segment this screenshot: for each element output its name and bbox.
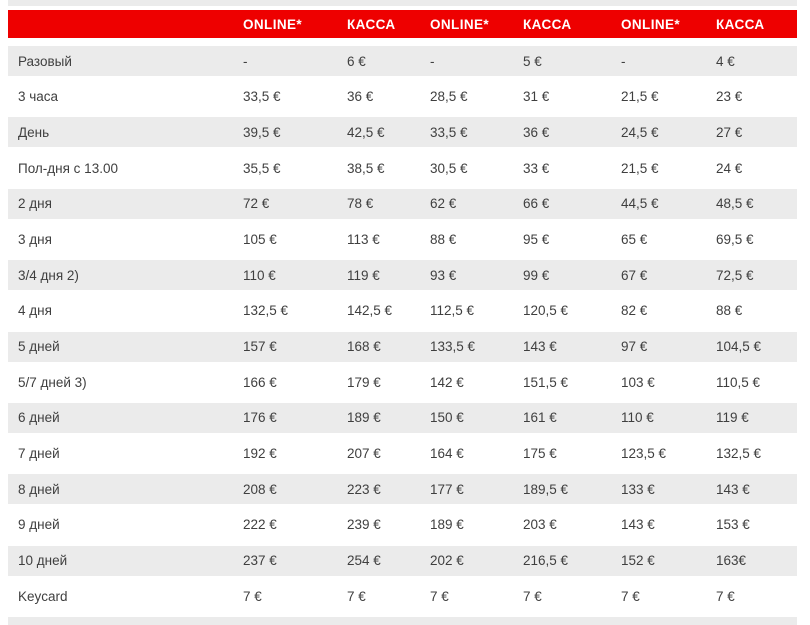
- price-cell: 72,5 €: [716, 267, 754, 283]
- price-cell: 33,5 €: [243, 89, 281, 105]
- price-cell: 95 €: [523, 231, 550, 247]
- price-cell: 176 €: [243, 410, 277, 426]
- table-row: [8, 296, 797, 326]
- row-label: 6 дней: [18, 410, 60, 426]
- row-label: 2 дня: [18, 196, 52, 212]
- price-cell: 237 €: [243, 553, 277, 569]
- price-cell: 78 €: [347, 196, 374, 212]
- price-cell: 93 €: [430, 267, 457, 283]
- price-cell: 150 €: [430, 410, 464, 426]
- table-row: [8, 117, 797, 147]
- price-cell: 69,5 €: [716, 231, 754, 247]
- table-row: [8, 332, 797, 362]
- header-cell-kassa-1: КАССА: [347, 16, 396, 32]
- price-cell: 142,5 €: [347, 303, 393, 319]
- price-cell: -: [621, 53, 626, 69]
- price-cell: 105 €: [243, 231, 277, 247]
- table-row: [8, 403, 797, 433]
- price-cell: 133 €: [621, 481, 655, 497]
- price-cell: 99 €: [523, 267, 550, 283]
- row-label: 3 часа: [18, 89, 59, 105]
- price-cell: 110,5 €: [716, 374, 761, 390]
- row-label: 5 дней: [18, 339, 60, 354]
- row-label: День: [18, 124, 50, 140]
- price-cell: 239 €: [347, 517, 381, 533]
- price-cell: 7 €: [621, 588, 640, 604]
- price-cell: 35,5 €: [243, 160, 281, 176]
- price-cell: 119 €: [347, 267, 380, 283]
- price-cell: 7 €: [347, 588, 366, 604]
- price-cell: 4 €: [716, 53, 735, 69]
- table-row: [8, 153, 797, 183]
- price-cell: 177 €: [430, 481, 464, 497]
- price-cell: 6 €: [347, 53, 366, 69]
- price-cell: 120,5 €: [523, 303, 569, 319]
- header-cell-online-2: ONLINE*: [430, 16, 490, 32]
- price-cell: 33 €: [523, 160, 550, 176]
- row-label: Keycard: [18, 588, 68, 604]
- header-cell-online-1: ONLINE*: [243, 16, 303, 32]
- price-cell: 168 €: [347, 339, 381, 354]
- row-label: Разовый: [18, 53, 72, 69]
- price-cell: 39,5 €: [243, 124, 281, 140]
- price-cell: 153 €: [716, 517, 750, 533]
- bottom-row-sliver: [8, 617, 797, 625]
- price-cell: 207 €: [347, 446, 381, 462]
- price-cell: 132,5 €: [716, 446, 762, 462]
- price-cell: 189 €: [347, 410, 381, 426]
- price-cell: 42,5 €: [347, 124, 385, 140]
- price-cell: 72 €: [243, 196, 270, 212]
- price-cell: 48,5 €: [716, 196, 754, 212]
- price-cell: 161 €: [523, 410, 557, 426]
- price-table: [8, 0, 797, 625]
- price-cell: 133,5 €: [430, 339, 476, 354]
- price-cell: 28,5 €: [430, 89, 468, 105]
- price-cell: 113 €: [347, 231, 380, 247]
- price-cell: 163€: [716, 553, 747, 569]
- price-cell: 166 €: [243, 374, 277, 390]
- price-cell: 21,5 €: [621, 89, 659, 105]
- price-cell: 97 €: [621, 339, 648, 354]
- table-row: [8, 260, 797, 290]
- table-row: [8, 439, 797, 469]
- price-cell: 254 €: [347, 553, 381, 569]
- header-cell-kassa-2: КАССА: [523, 16, 572, 32]
- price-cell: 164 €: [430, 446, 464, 462]
- price-cell: 88 €: [716, 303, 743, 319]
- row-label: 5/7 дней 3): [18, 374, 87, 390]
- table-row: [8, 367, 797, 397]
- price-cell: 143 €: [621, 517, 655, 533]
- price-cell: 44,5 €: [621, 196, 659, 212]
- price-cell: 27 €: [716, 124, 743, 140]
- header-cell-kassa-3: КАССА: [716, 16, 765, 32]
- price-cell: 36 €: [347, 89, 374, 105]
- row-label: Пол-дня с 13.00: [18, 160, 118, 176]
- table-row: [8, 510, 797, 540]
- row-label: 3 дня: [18, 231, 52, 247]
- price-cell: 104,5 €: [716, 339, 762, 354]
- price-cell: 119 €: [716, 410, 749, 426]
- price-cell: -: [430, 53, 435, 69]
- table-row: [8, 82, 797, 112]
- table-row: [8, 189, 797, 219]
- table-row: [8, 546, 797, 576]
- price-cell: 7 €: [243, 588, 262, 604]
- row-label: 3/4 дня 2): [18, 267, 79, 283]
- price-cell: 142 €: [430, 374, 464, 390]
- top-row-sliver: [8, 0, 797, 6]
- row-label: 9 дней: [18, 517, 60, 533]
- price-cell: 208 €: [243, 481, 277, 497]
- row-label: 8 дней: [18, 481, 60, 497]
- price-cell: 62 €: [430, 196, 457, 212]
- price-cell: 203 €: [523, 517, 557, 533]
- price-cell: 67 €: [621, 267, 648, 283]
- price-cell: 157 €: [243, 339, 277, 354]
- row-label: 10 дней: [18, 553, 68, 569]
- price-cell: 103 €: [621, 374, 655, 390]
- price-cell: 82 €: [621, 303, 648, 319]
- price-cell: 123,5 €: [621, 446, 667, 462]
- price-cell: 179 €: [347, 374, 381, 390]
- price-cell: 192 €: [243, 446, 277, 462]
- price-cell: 31 €: [523, 89, 550, 105]
- price-cell: 30,5 €: [430, 160, 468, 176]
- price-cell: 110 €: [243, 267, 276, 283]
- price-cell: 143 €: [523, 339, 557, 354]
- row-label: 4 дня: [18, 303, 52, 319]
- price-cell: 24 €: [716, 160, 743, 176]
- price-cell: 189,5 €: [523, 481, 569, 497]
- price-cell: 132,5 €: [243, 303, 289, 319]
- price-cell: 175 €: [523, 446, 557, 462]
- price-cell: 38,5 €: [347, 160, 385, 176]
- price-cell: 33,5 €: [430, 124, 468, 140]
- price-cell: 151,5 €: [523, 374, 569, 390]
- price-cell: 202 €: [430, 553, 464, 569]
- price-cell: 143 €: [716, 481, 750, 497]
- table-row: [8, 46, 797, 76]
- price-cell: 66 €: [523, 196, 550, 212]
- price-cell: 152 €: [621, 553, 655, 569]
- price-cell: 65 €: [621, 231, 648, 247]
- price-cell: 110 €: [621, 410, 654, 426]
- price-cell: -: [243, 53, 248, 69]
- row-label: 7 дней: [18, 446, 60, 462]
- table-row: [8, 224, 797, 254]
- price-cell: 36 €: [523, 124, 550, 140]
- price-cell: 21,5 €: [621, 160, 659, 176]
- header-cell-online-3: ONLINE*: [621, 16, 681, 32]
- price-cell: 7 €: [523, 588, 542, 604]
- price-table-header: [8, 10, 797, 38]
- table-row: [8, 581, 797, 611]
- price-cell: 88 €: [430, 231, 457, 247]
- table-row: [8, 474, 797, 504]
- price-cell: 189 €: [430, 517, 464, 533]
- price-cell: 112,5 €: [430, 303, 475, 319]
- price-table-body: [8, 46, 797, 611]
- price-cell: 223 €: [347, 481, 381, 497]
- price-cell: 222 €: [243, 517, 277, 533]
- price-cell: 23 €: [716, 89, 743, 105]
- price-cell: 5 €: [523, 53, 542, 69]
- price-cell: 216,5 €: [523, 553, 569, 569]
- price-cell: 24,5 €: [621, 124, 659, 140]
- price-cell: 7 €: [716, 588, 735, 604]
- price-cell: 7 €: [430, 588, 449, 604]
